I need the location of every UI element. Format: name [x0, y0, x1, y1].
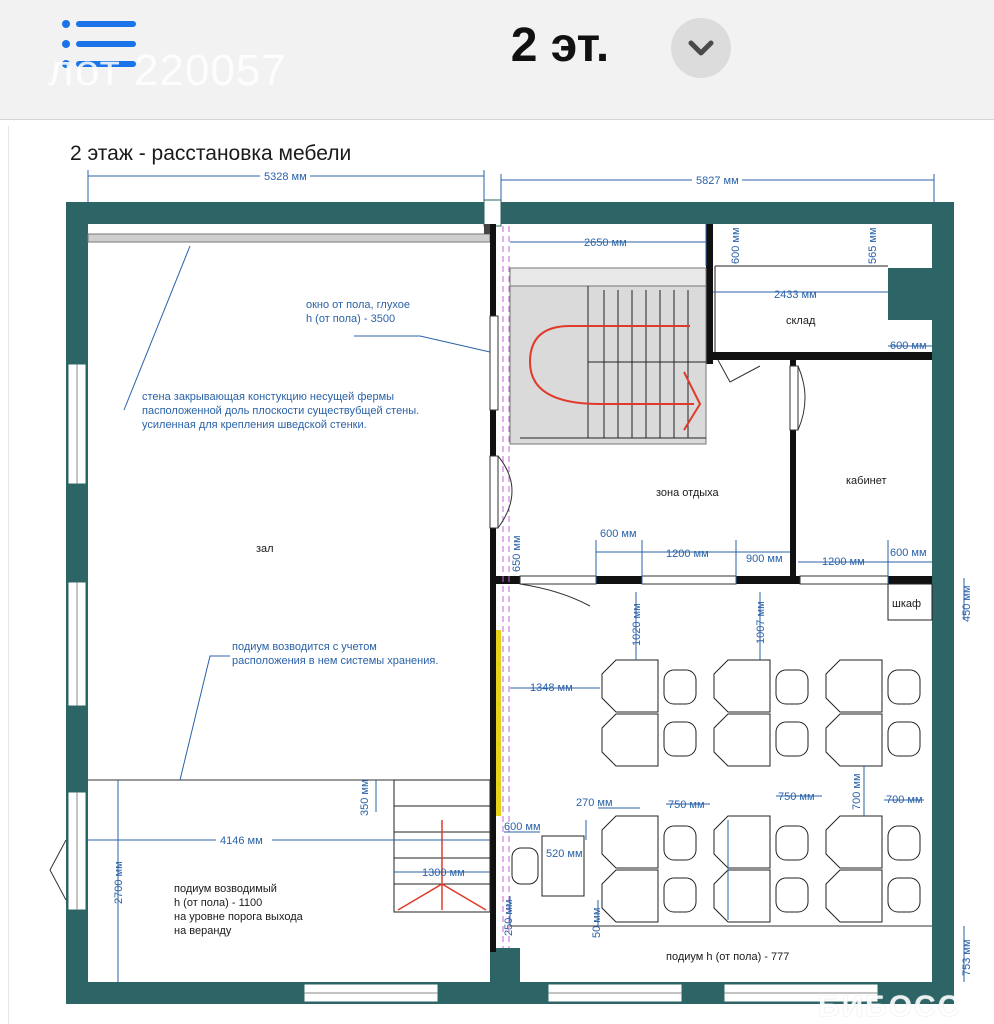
dim-width-left: 5328 мм — [264, 171, 307, 183]
dim-600-sklad: 600 мм — [890, 340, 927, 352]
staircase — [510, 268, 706, 444]
dim-1200-a: 1200 мм — [666, 548, 709, 560]
desk — [826, 660, 882, 712]
small-desk — [542, 836, 584, 896]
desk — [714, 870, 770, 922]
room-label-sklad: склад — [786, 315, 816, 327]
podium-low-line2: h (от пола) - 1100 — [174, 897, 263, 909]
dim-450: 450 мм — [961, 585, 973, 622]
dim-750-a: 750 мм — [668, 799, 705, 811]
desk — [602, 870, 658, 922]
desk — [602, 660, 658, 712]
dim-565: 565 мм — [867, 227, 879, 264]
dim-stair-width: 2650 мм — [584, 237, 627, 249]
chair — [664, 878, 696, 912]
dim-600-b: 600 мм — [890, 547, 927, 559]
note-podium-line1: подиум возводится с учетом — [232, 641, 377, 653]
dim-1200-b: 1200 мм — [822, 556, 865, 568]
chair — [888, 878, 920, 912]
note-window-line1: окно от пола, глухое — [306, 299, 410, 311]
dim-2433: 2433 мм — [774, 289, 817, 301]
dim-1007: 1007 мм — [755, 601, 767, 644]
plan-heading: 2 этаж - расстановка мебели — [70, 142, 352, 165]
dim-250: 250 мм — [503, 899, 515, 936]
chair — [776, 878, 808, 912]
dim-1020: 1020 мм — [631, 603, 643, 646]
chair — [776, 826, 808, 860]
note-wall-line3: усиленная для крепления шведской стенки. — [142, 419, 367, 431]
desk — [714, 816, 770, 868]
note-window-line2: h (от пола) - 3500 — [306, 313, 396, 325]
room-label-wardrobe: шкаф — [892, 598, 922, 610]
page-title: 2 эт. — [510, 19, 610, 72]
podium-low-line3: на уровне порога выхода — [174, 911, 303, 923]
podium-low-line1: подиум возводимый — [174, 883, 277, 895]
chair — [664, 722, 696, 756]
chair — [776, 670, 808, 704]
note-wall-line2: пасположенной доль плоскости существубщей стены. — [142, 405, 420, 417]
chair — [664, 826, 696, 860]
room-label-rest: зона отдыха — [656, 487, 719, 499]
dim-900: 900 мм — [746, 553, 783, 565]
podium-stair — [88, 780, 490, 912]
chair — [664, 670, 696, 704]
room-label-office: кабинет — [846, 475, 887, 487]
desk — [714, 714, 770, 766]
chair — [888, 826, 920, 860]
desk — [602, 714, 658, 766]
dim-2700: 2700 мм — [113, 861, 125, 904]
dim-600-c: 600 мм — [504, 821, 541, 833]
chair — [888, 670, 920, 704]
chair — [888, 722, 920, 756]
desk — [826, 714, 882, 766]
podium-right-label: подиум h (от пола) - 777 — [666, 951, 790, 963]
chair — [776, 722, 808, 756]
podium-low-line4: на веранду — [174, 925, 232, 937]
furniture — [602, 660, 920, 922]
desk — [826, 816, 882, 868]
desk — [602, 816, 658, 868]
dim-600-top: 600 мм — [730, 227, 742, 264]
dim-753: 753 мм — [961, 939, 973, 976]
watermark: БИБОСС — [818, 990, 962, 1023]
small-chair — [512, 848, 538, 884]
dim-350: 350 мм — [359, 779, 371, 816]
dim-1348: 1348 мм — [530, 682, 573, 694]
desk — [826, 870, 882, 922]
dim-520: 520 мм — [546, 848, 583, 860]
dim-650: 650 мм — [511, 535, 523, 572]
room-label-zal: зал — [256, 543, 274, 555]
dim-700-b: 700 мм — [886, 794, 923, 806]
dim-700-a: 700 мм — [851, 773, 863, 810]
dim-4146: 4146 мм — [220, 835, 263, 847]
dim-1300: 1300 мм — [422, 867, 465, 879]
dim-750-b: 750 мм — [778, 791, 815, 803]
desk — [714, 660, 770, 712]
dim-270: 270 мм — [576, 797, 613, 809]
note-podium-line2: расположения в нем системы хранения. — [232, 655, 439, 667]
dim-600-a: 600 мм — [600, 528, 637, 540]
note-wall-line1: стена закрывающая констукцию несущей фермы — [142, 391, 395, 403]
listing-id: лот 220057 — [48, 46, 287, 95]
dim-width-right: 5827 мм — [696, 175, 739, 187]
dim-50: 50 мм — [591, 907, 603, 938]
